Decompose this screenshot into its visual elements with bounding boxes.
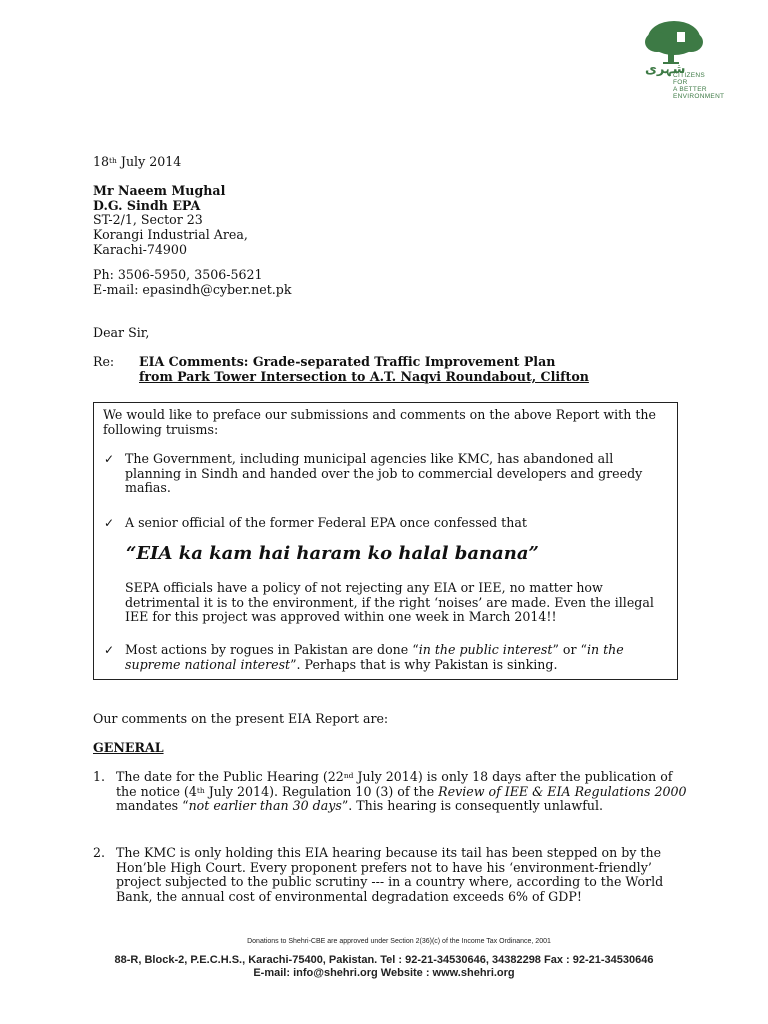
salutation: Dear Sir, xyxy=(93,325,150,340)
letter-date: 18th July 2014 xyxy=(93,154,182,169)
comment-item-1: The date for the Public Hearing (22nd July 2014) is only 18 days after the publication of the notice (4th July 2014). Regulation 10 (3) of the Review of IEE & EIA Regulations 2000 mandates “not earlier than 30 days”. This hearing is consequently unlawful. xyxy=(116,769,687,813)
donation-note: Donations to Shehri-CBE are approved under Section 2(36)(c) of the Income Tax Ordinance, 2001 xyxy=(247,938,551,945)
truism-2-continued: SEPA officials have a policy of not rejecting any EIA or IEE, no matter how detrimental it is to the environment, if the right ‘noises’ are made. Even the illegal IEE for this project was approved within one week in March 2014!! xyxy=(125,580,654,624)
item-number: 2. xyxy=(93,845,106,860)
comments-intro: Our comments on the present EIA Report are: xyxy=(93,711,389,726)
address-line: ST-2/1, Sector 23 xyxy=(93,212,203,228)
footer-address: 88-R, Block-2, P.E.C.H.S., Karachi-75400, Pakistan. Tel : 92-21-34530646, 34382298 Fax : 92-21-34530646 xyxy=(114,954,654,966)
checkmark-icon: ✓ xyxy=(104,516,115,530)
subject-line-2: from Park Tower Intersection to A.T. Naqvi Roundabout, Clifton xyxy=(139,368,589,384)
address-line: Korangi Industrial Area, xyxy=(93,227,248,243)
section-heading-general: GENERAL xyxy=(93,740,164,755)
quote-text: “EIA ka kam hai haram ko halal banana” xyxy=(126,543,539,564)
re-label: Re: xyxy=(93,354,115,369)
comment-item-2: The KMC is only holding this EIA hearing because its tail has been stepped on by the Hon’ble High Court. Every proponent prefers not to have his ‘environment-friendly’ project subjected to the public scrutiny --- in a country where, according to the World Bank, the annual cost of environmental degradation exceeds 6% of GDP! xyxy=(116,845,664,904)
recipient-block xyxy=(93,184,248,257)
subject-line-1: EIA Comments: Grade-separated Traffic Improvement Plan xyxy=(139,354,556,369)
phone-line: Ph: 3506-5950, 3506-5621 xyxy=(93,267,263,282)
truism-2: A senior official of the former Federal EPA once confessed that xyxy=(125,515,527,530)
subject-block xyxy=(139,355,589,384)
truism-3: Most actions by rogues in Pakistan are done “in the public interest” or “in the supreme national interest”. Perhaps that is why Pakistan is sinking. xyxy=(125,642,624,672)
logo-urdu-text: شہری xyxy=(645,62,686,77)
logo-tagline: CITIZENS FOR A BETTER ENVIRONMENT xyxy=(673,72,725,100)
preface-text: We would like to preface our submissions and comments on the above Report with the following truisms: xyxy=(103,407,656,437)
recipient-name: Mr Naeem Mughal xyxy=(93,183,226,198)
checkmark-icon: ✓ xyxy=(104,452,115,466)
truisms-box xyxy=(93,402,678,680)
recipient-title: D.G. Sindh EPA xyxy=(93,197,201,213)
letterhead-footer xyxy=(0,938,768,979)
footer-email-website: E-mail: info@shehri.org Website : www.shehri.org xyxy=(253,967,515,979)
email-line: E-mail: epasindh@cyber.net.pk xyxy=(93,281,292,297)
contact-block xyxy=(93,268,291,297)
item-number: 1. xyxy=(93,769,106,784)
checkmark-icon: ✓ xyxy=(104,643,115,657)
address-line: Karachi-74900 xyxy=(93,241,187,257)
truism-1: The Government, including municipal agencies like KMC, has abandoned all planning in Sindh and handed over the job to commercial developers and greedy mafias. xyxy=(125,451,643,495)
